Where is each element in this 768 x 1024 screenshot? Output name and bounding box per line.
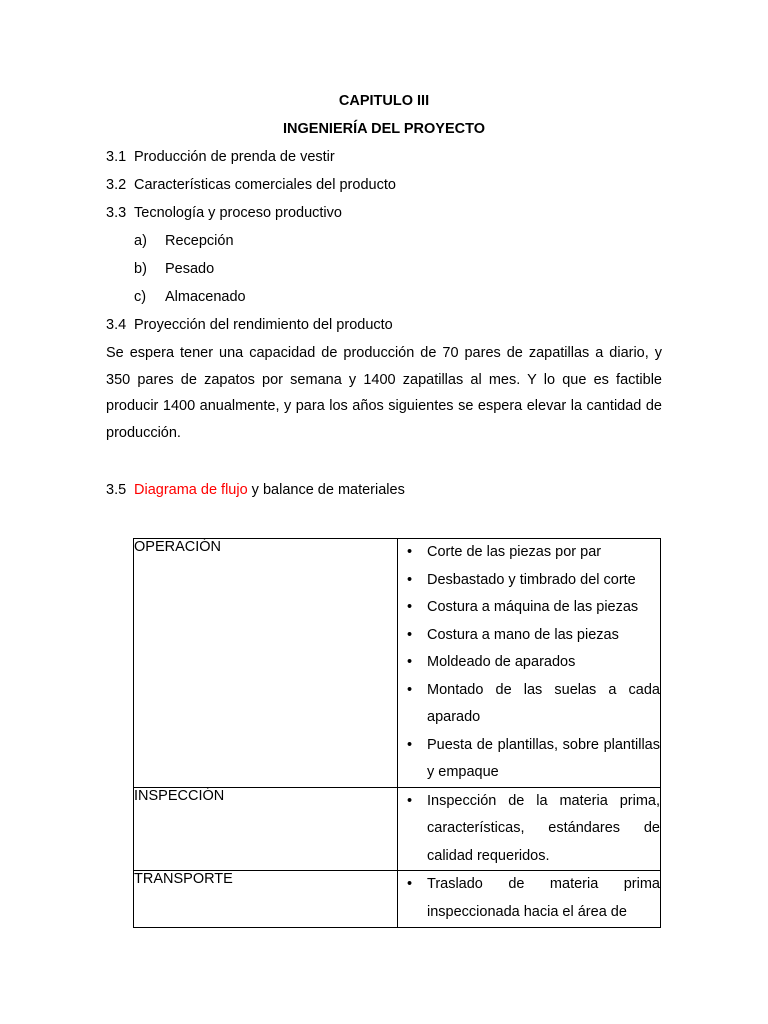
chapter-subtitle: INGENIERÍA DEL PROYECTO (283, 121, 485, 137)
subitem-letter: a) (134, 233, 147, 249)
list-item: • Puesta de plantillas, sobre plantillas y empaque (398, 732, 660, 787)
highlighted-term: Diagrama de flujo (134, 482, 248, 498)
section-title: y balance de materiales (247, 482, 405, 498)
bullet-list (398, 788, 660, 871)
section-3-3 (106, 205, 342, 221)
section-number: 3.4 (106, 317, 127, 333)
bullet-list (398, 871, 660, 926)
section-title: Proyección del rendimiento del producto (134, 317, 393, 333)
list-item: • Costura a mano de las piezas (398, 622, 660, 650)
subitem-text: Recepción (165, 233, 234, 249)
section-3-5 (106, 482, 405, 498)
section-number: 3.3 (106, 205, 127, 221)
subitem-text: Pesado (165, 261, 215, 277)
row-items (398, 871, 661, 928)
section-title: Características comerciales del producto (134, 177, 396, 193)
row-items (398, 539, 661, 788)
list-item: • Montado de las suelas a cada aparado (398, 677, 660, 732)
section-title: Producción de prenda de vestir (134, 149, 335, 165)
subitem-letter: c) (134, 289, 147, 305)
subitem-a (134, 233, 234, 249)
clipped-content (398, 871, 660, 927)
table-row (134, 539, 661, 788)
section-number: 3.1 (106, 149, 127, 165)
subitem-letter: b) (134, 261, 147, 277)
row-items (398, 787, 661, 871)
table-row (134, 787, 661, 871)
body-paragraph: Se espera tener una capacidad de producción de 70 pares de zapatillas a diario, y 350 pares de zapatos por semana y 1400 zapatillas al mes. Y lo que es factible producir 1400 anualmente, y para los años siguientes se espera elevar la cantidad de producción. (106, 345, 662, 441)
list-item: • Moldeado de aparados (398, 649, 660, 677)
subitem-b (134, 261, 214, 277)
section-3-2 (106, 177, 396, 193)
chapter-title: CAPITULO III (338, 93, 430, 109)
flow-table (133, 538, 661, 928)
list-item: • Costura a máquina de las piezas (398, 594, 660, 622)
section-3-1 (106, 149, 335, 165)
list-item: • Inspección de la materia prima, características, estándares de calidad requeridos. (398, 788, 660, 871)
section-3-4 (106, 317, 393, 333)
section-number: 3.5 (106, 482, 127, 498)
list-item: • Traslado de materia prima inspeccionada hacia el área de (398, 871, 660, 926)
row-label: INSPECCIÓN (134, 787, 398, 871)
section-number: 3.2 (106, 177, 127, 193)
bullet-list (398, 539, 660, 787)
row-label: TRANSPORTE (134, 871, 398, 928)
list-item: • Desbastado y timbrado del corte (398, 567, 660, 595)
list-item: • Corte de las piezas por par (398, 539, 660, 567)
table-row (134, 871, 661, 928)
subitem-c (134, 289, 246, 305)
row-label: OPERACIÓN (134, 539, 398, 788)
section-title: Tecnología y proceso productivo (134, 205, 342, 221)
subitem-text: Almacenado (165, 289, 246, 305)
